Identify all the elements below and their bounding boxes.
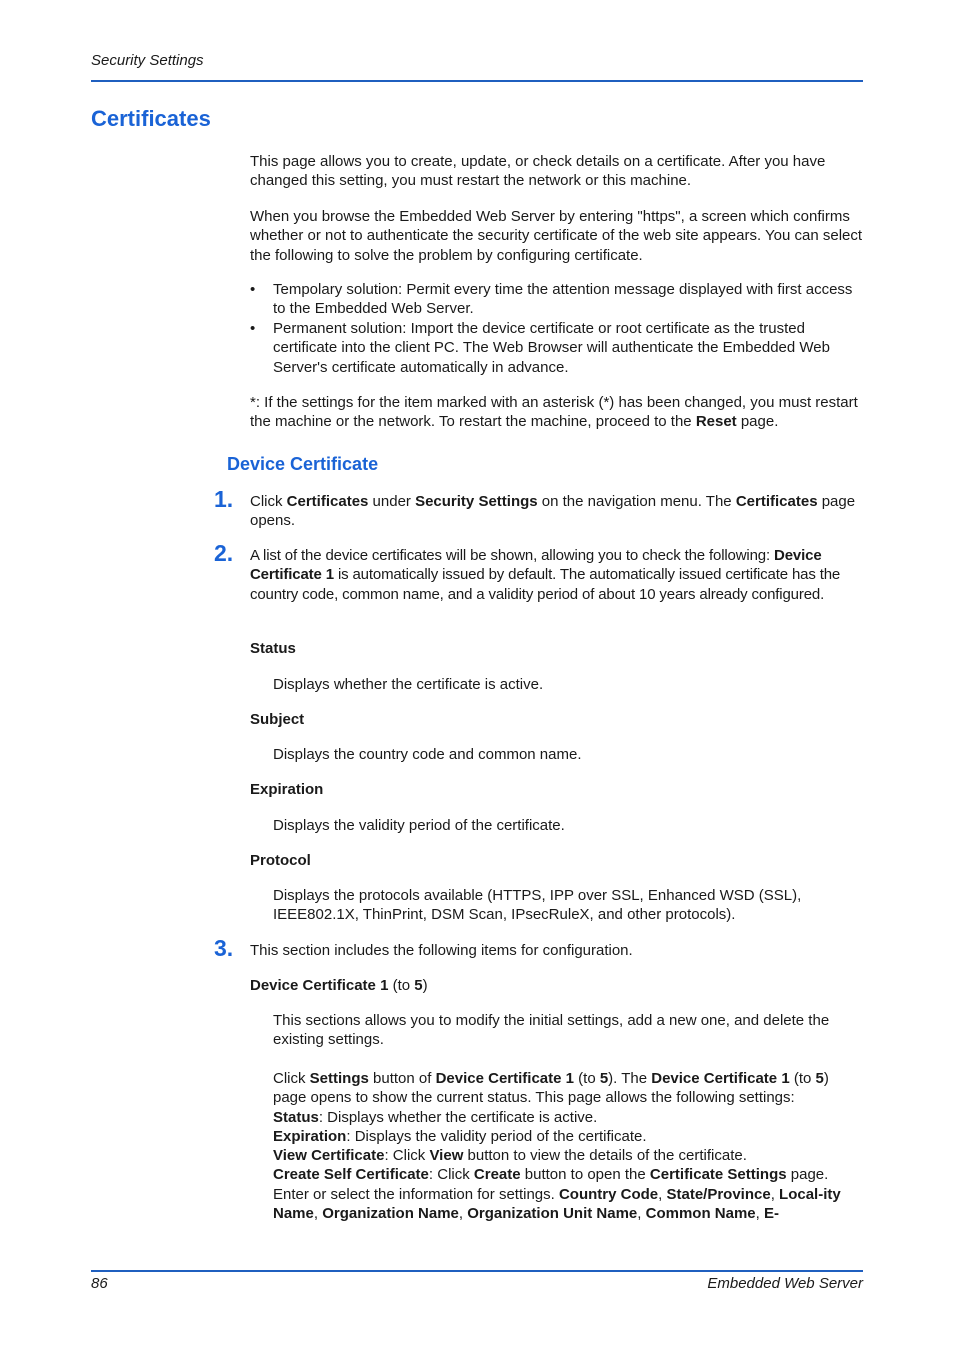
running-header: Security Settings [91, 52, 204, 69]
document-title: Embedded Web Server [707, 1275, 863, 1292]
step-2-text: A list of the device certificates will be shown, allowing you to check the following: Device Certificate 1 is automatically issued by default. The automatically issued certificate has the country code, common name, and a validity period of about 10 years already configured. [250, 547, 841, 603]
bullet: • [250, 320, 256, 337]
step-3-text: This section includes the following items for configuration. [250, 942, 633, 959]
page-number: 86 [91, 1275, 108, 1292]
bullet-text: Permanent solution: Import the device certificate or root certificate as the trusted certificate into the client PC. The Web Browser will authenticate the Embedded Web Server's certificate automatically in advance. [273, 320, 830, 376]
setting-view-certificate: View Certificate: Click View button to view the details of the certificate. [273, 1147, 747, 1165]
item-label-expiration: Expiration [250, 781, 324, 798]
item-desc-expiration: Displays the validity period of the certificate. [273, 817, 565, 834]
setting-status: Status: Displays whether the certificate is active. [273, 1108, 598, 1126]
item-desc-protocol: Displays the protocols available (HTTPS, IPP over SSL, Enhanced WSD (SSL), IEEE802.1X, ThinPrint, DSM Scan, IPsecRuleX, and other protocols). [273, 887, 802, 924]
bullet-text: Tempolary solution: Permit every time the attention message displayed with first access to the Embedded Web Server. [273, 281, 853, 318]
step-1-text: Click Certificates under Security Settings on the navigation menu. The Certificates page opens. [250, 493, 856, 530]
item-label-subject: Subject [250, 711, 305, 728]
header-rule [91, 80, 863, 82]
setting-create-self-certificate: Create Self Certificate: Click Create button to open the Certificate Settings page. Enter or select the information for settings. Country Code, State/Province, Local-ity Name, Organization Name, Organization Unit Name, Common Name, E- [273, 1166, 841, 1223]
config-paragraph-1: This sections allows you to modify the initial settings, add a new one, and delete the existing settings. [273, 1012, 830, 1049]
asterisk-note: *: If the settings for the item marked with an asterisk (*) has been changed, you must restart the machine or the network. To restart the machine, proceed to the Reset page. [250, 394, 858, 431]
setting-expiration: Expiration: Displays the validity period of the certificate. [273, 1127, 647, 1145]
step-number-3: 3. [214, 935, 234, 961]
step-number-2: 2. [214, 540, 234, 566]
section-heading-device-certificate: Device Certificate [227, 454, 379, 474]
config-paragraph-2 [273, 1069, 866, 1223]
intro-paragraph-1: This page allows you to create, update, or check details on a certificate. After you have changed this setting, you must restart the network or this machine. [250, 153, 826, 190]
settings-intro: Click Settings button of Device Certificate 1 (to 5). The Device Certificate 1 (to 5) page opens to show the current status. This page allows the following settings: [273, 1070, 829, 1107]
item-label-status: Status [250, 640, 296, 657]
bullet: • [250, 281, 256, 298]
intro-paragraph-2: When you browse the Embedded Web Server by entering "https", a screen which confirms whether or not to authenticate the security certificate of the web site appears. You can select the following to solve the problem by configuring certificate. [250, 208, 863, 264]
item-desc-subject: Displays the country code and common name. [273, 746, 582, 763]
page-title: Certificates [91, 106, 211, 131]
item-desc-status: Displays whether the certificate is active. [273, 676, 544, 693]
footer-rule [91, 1270, 863, 1272]
config-label: Device Certificate 1 (to 5) [250, 977, 428, 994]
step-number-1: 1. [214, 486, 234, 512]
item-label-protocol: Protocol [250, 852, 311, 869]
